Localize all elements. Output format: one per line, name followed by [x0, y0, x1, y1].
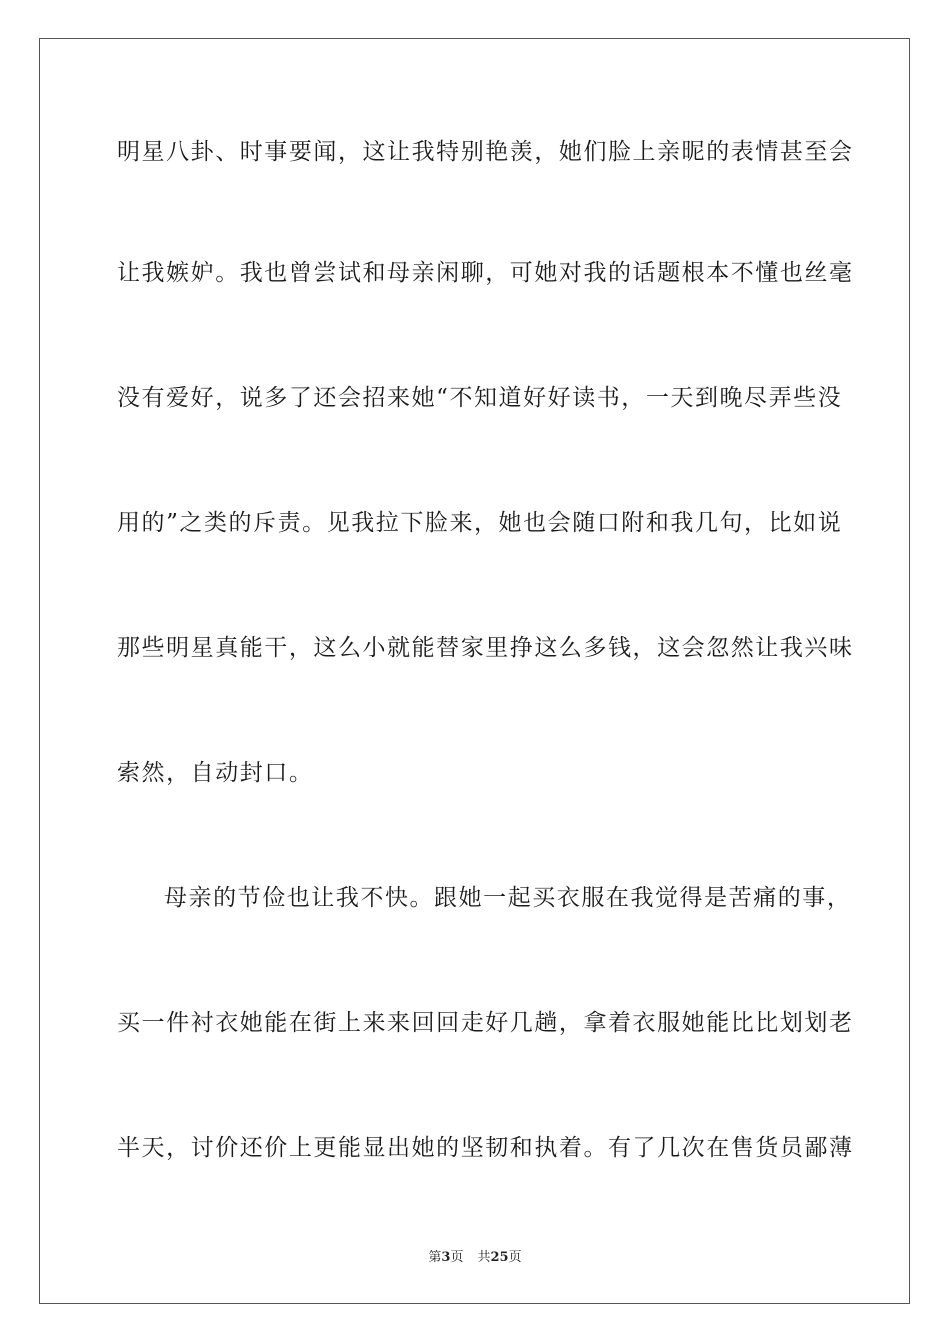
- page-footer: [0, 1249, 950, 1267]
- body-line-4: 用的”之类的斥责。见我拉下脸来，她也会随口附和我几句，比如说: [117, 510, 843, 536]
- footer-page-prefix: 第: [428, 1250, 442, 1265]
- page-border: [39, 38, 910, 1304]
- footer-total-suffix: 页: [508, 1250, 522, 1265]
- footer-page-number: 3: [441, 1250, 451, 1265]
- footer-total-prefix: 共: [477, 1250, 491, 1265]
- body-line-9: 半天，讨价还价上更能显出她的坚韧和执着。有了几次在售货员鄙薄: [117, 1135, 854, 1161]
- body-line-8: 买一件衬衣她能在街上来来回回走好几趟，拿着衣服她能比比划划老: [117, 1010, 854, 1036]
- body-line-7: 母亲的节俭也让我不快。跟她一起买衣服在我觉得是苦痛的事，: [164, 885, 852, 911]
- body-line-5: 那些明星真能干，这么小就能替家里挣这么多钱，这会忽然让我兴味: [117, 635, 854, 661]
- body-line-2: 让我嫉妒。我也曾尝试和母亲闲聊，可她对我的话题根本不懂也丝毫: [117, 260, 854, 286]
- footer-page-suffix: 页: [450, 1250, 464, 1265]
- body-line-3: 没有爱好，说多了还会招来她“不知道好好读书，一天到晚尽弄些没: [117, 385, 843, 411]
- footer-total-pages: 25: [490, 1250, 509, 1265]
- body-line-1: 明星八卦、时事要闻，这让我特别艳羡，她们脸上亲昵的表情甚至会: [117, 139, 854, 165]
- body-line-6: 索然，自动封口。: [117, 760, 314, 786]
